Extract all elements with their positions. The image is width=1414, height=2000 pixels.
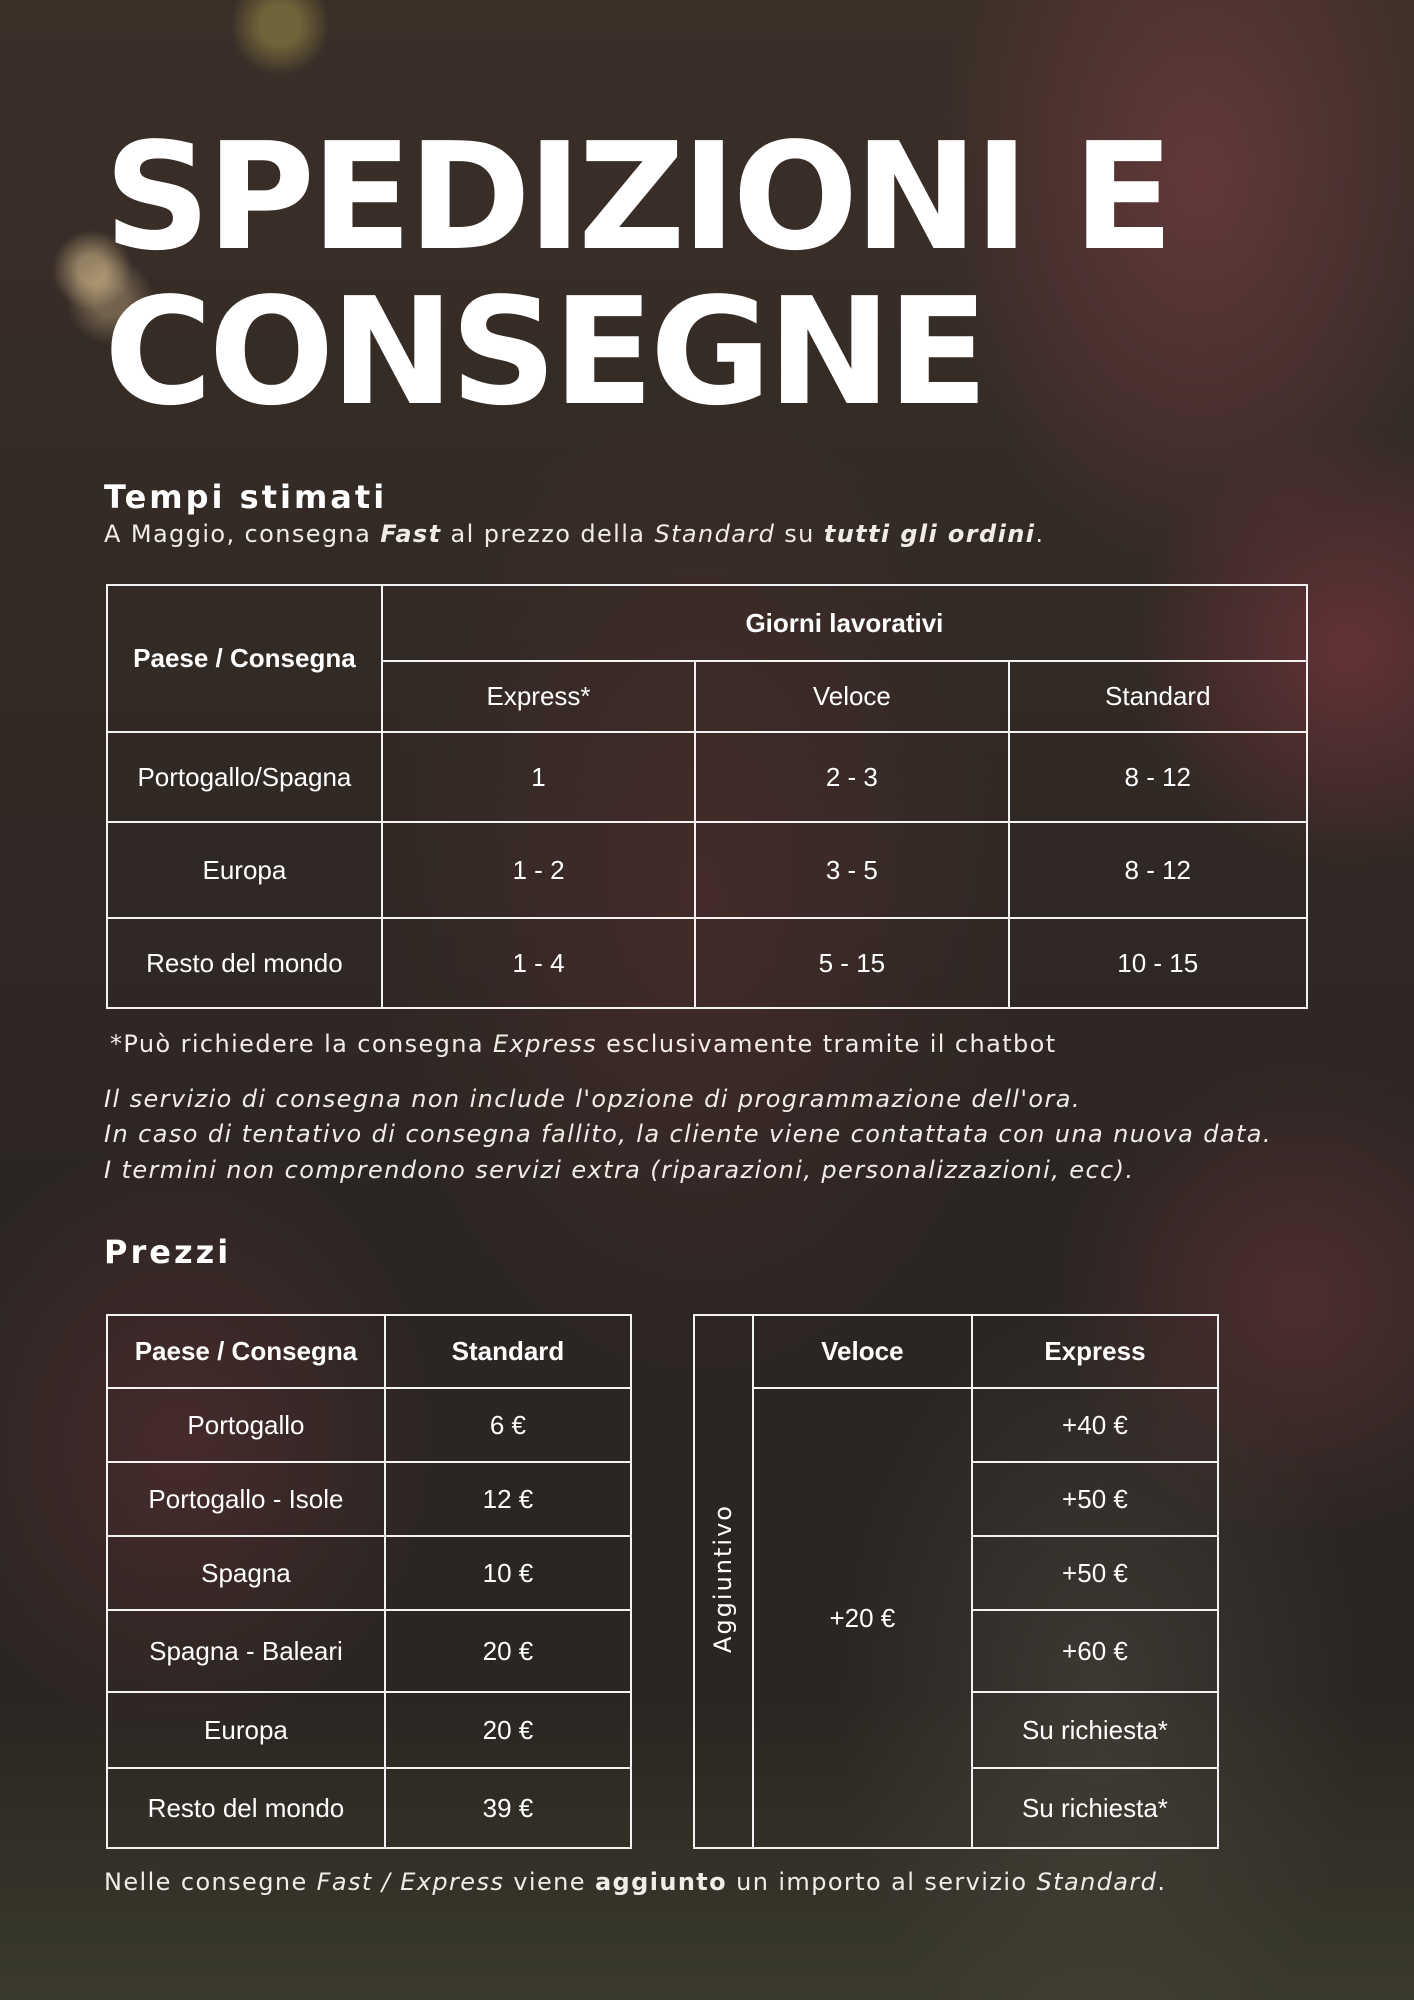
- title-line-2: CONSEGNE: [104, 266, 985, 438]
- cell-standard: 10 - 15: [1009, 918, 1307, 1008]
- row-price: 20 €: [385, 1692, 631, 1768]
- header-veloce: Veloce: [695, 661, 1008, 732]
- note-line-2: In caso di tentativo di consegna fallito, la cliente viene contattata con una nuova data.: [104, 1120, 1272, 1148]
- promo-standard: Standard: [654, 520, 776, 548]
- note-line-3: I termini non comprendono servizi extra (riparazioni, personalizzazioni, ecc).: [104, 1156, 1135, 1184]
- table-row: [107, 1462, 631, 1536]
- estimates-heading: Tempi stimati: [104, 478, 388, 516]
- promo-part2: al prezzo della: [441, 520, 655, 548]
- express-footnote: [110, 1030, 1057, 1058]
- express-surcharge: +60 €: [972, 1610, 1218, 1692]
- row-country: Portogallo - Isole: [107, 1462, 385, 1536]
- table-row: [107, 822, 1307, 918]
- cell-express: 1 - 4: [382, 918, 695, 1008]
- bottom-express: Express: [400, 1868, 505, 1896]
- row-price: 20 €: [385, 1610, 631, 1692]
- express-surcharge: +40 €: [972, 1388, 1218, 1462]
- express-surcharge: Su richiesta*: [972, 1692, 1218, 1768]
- table-row: [107, 1388, 631, 1462]
- promo-part1: A Maggio, consegna: [104, 520, 381, 548]
- side-label-cell: [694, 1315, 753, 1848]
- prices-heading: Prezzi: [104, 1233, 232, 1271]
- cell-veloce: 2 - 3: [695, 732, 1008, 822]
- row-price: 12 €: [385, 1462, 631, 1536]
- header-veloce: Veloce: [753, 1315, 972, 1388]
- row-country: Europa: [107, 822, 382, 918]
- bottom-standard: Standard: [1036, 1868, 1158, 1896]
- row-price: 39 €: [385, 1768, 631, 1848]
- title-line-1: SPEDIZIONI E: [104, 111, 1170, 283]
- row-country: Portogallo/Spagna: [107, 732, 382, 822]
- table-row: [107, 1692, 631, 1768]
- bottom-added: aggiunto: [594, 1868, 728, 1896]
- header-working-days: Giorni lavorativi: [382, 585, 1307, 661]
- row-country: Resto del mondo: [107, 1768, 385, 1848]
- promo-part4: .: [1035, 520, 1045, 548]
- page-title: [104, 111, 1170, 438]
- veloce-surcharge: +20 €: [753, 1388, 972, 1848]
- cell-express: 1 - 2: [382, 822, 695, 918]
- row-country: Resto del mondo: [107, 918, 382, 1008]
- bottom-fast: Fast: [316, 1868, 373, 1896]
- cell-standard: 8 - 12: [1009, 732, 1307, 822]
- cell-express: 1: [382, 732, 695, 822]
- row-price: 10 €: [385, 1536, 631, 1610]
- bottom-part3: un importo al servizio: [727, 1868, 1037, 1896]
- footnote-part1: *Può richiedere la consegna: [110, 1030, 494, 1058]
- promo-fast: Fast: [380, 520, 442, 548]
- row-country: Spagna: [107, 1536, 385, 1610]
- header-country: Paese / Consegna: [107, 1315, 385, 1388]
- row-price: 6 €: [385, 1388, 631, 1462]
- delivery-times-table: [106, 584, 1308, 1009]
- table-row: [107, 1768, 631, 1848]
- bottom-part2: viene: [504, 1868, 595, 1896]
- table-row: [107, 918, 1307, 1008]
- promo-text: [104, 520, 1044, 548]
- bottom-sep: /: [372, 1868, 401, 1896]
- side-label: Aggiuntivo: [709, 1503, 738, 1653]
- bottom-part1: Nelle consegne: [104, 1868, 317, 1896]
- header-express: Express: [972, 1315, 1218, 1388]
- standard-prices-table: [106, 1314, 632, 1849]
- extra-prices-table: [693, 1314, 1219, 1849]
- express-surcharge: +50 €: [972, 1536, 1218, 1610]
- row-country: Spagna - Baleari: [107, 1610, 385, 1692]
- cell-veloce: 3 - 5: [695, 822, 1008, 918]
- express-surcharge: +50 €: [972, 1462, 1218, 1536]
- row-country: Portogallo: [107, 1388, 385, 1462]
- header-standard: Standard: [385, 1315, 631, 1388]
- footnote-part2: esclusivamente tramite il chatbot: [597, 1030, 1057, 1058]
- row-country: Europa: [107, 1692, 385, 1768]
- header-express: Express*: [382, 661, 695, 732]
- note-line-1: Il servizio di consegna non include l'opzione di programmazione dell'ora.: [104, 1085, 1081, 1113]
- express-surcharge: Su richiesta*: [972, 1768, 1218, 1848]
- bottom-note: [104, 1868, 1166, 1896]
- table-row: [107, 1610, 631, 1692]
- header-standard: Standard: [1009, 661, 1307, 732]
- promo-part3: su: [775, 520, 824, 548]
- cell-veloce: 5 - 15: [695, 918, 1008, 1008]
- footnote-express: Express: [493, 1030, 598, 1058]
- cell-standard: 8 - 12: [1009, 822, 1307, 918]
- promo-all-orders: tutti gli ordini: [823, 520, 1036, 548]
- header-country: Paese / Consegna: [107, 585, 382, 732]
- table-row: [107, 1536, 631, 1610]
- bottom-part4: .: [1157, 1868, 1167, 1896]
- table-row: [107, 732, 1307, 822]
